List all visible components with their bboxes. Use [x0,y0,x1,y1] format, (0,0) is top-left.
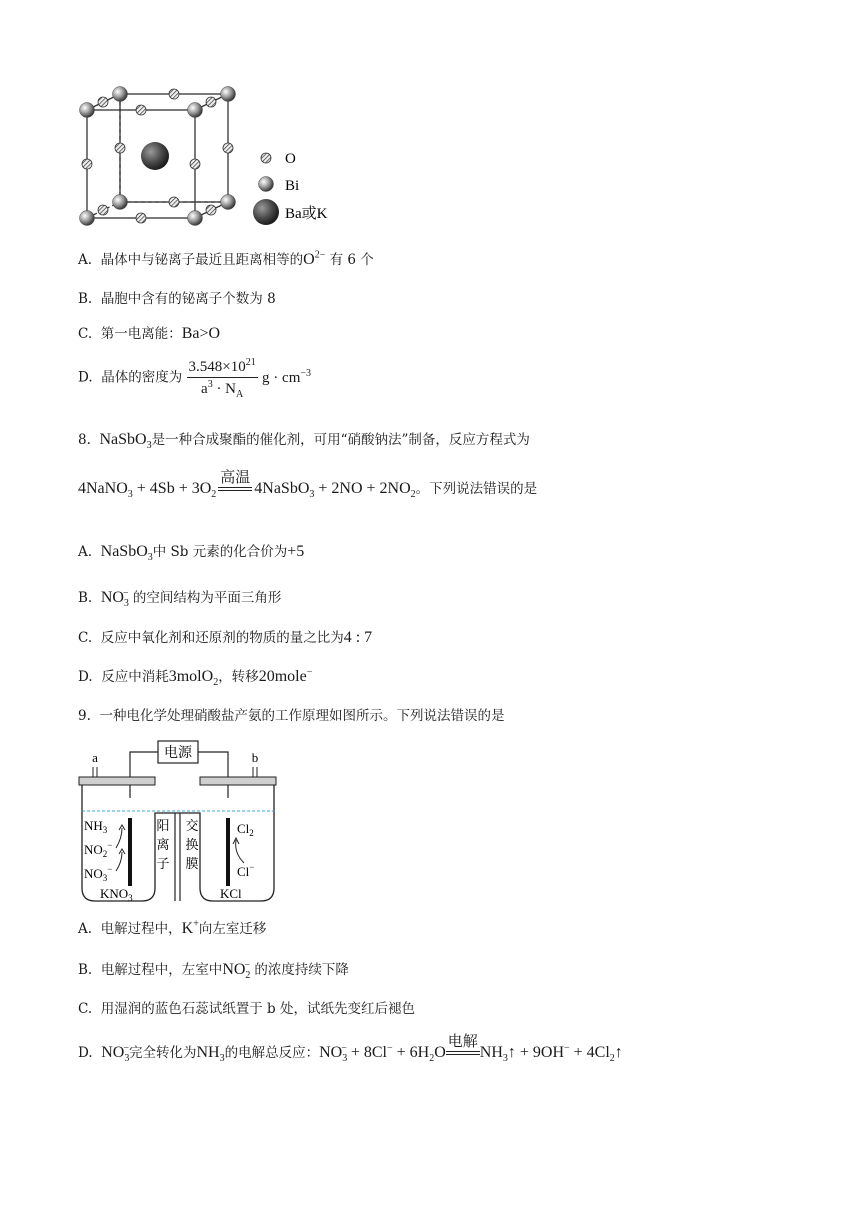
q8-option-a: A. NaSbO$_3$中 Sb 元素的化合价为+5 [78,543,305,564]
terminal-a: a [92,750,98,765]
svg-text:子: 子 [156,856,170,871]
svg-text:NO3−: $NO_3^-$ [84,864,113,883]
svg-text:膜: 膜 [185,856,199,871]
q8-equation: 4NaNO$_3$ + $4Sb + 3O_2$ 高温 4NaSbO$_3$ + $2NO + 2NO_2$。下列说法错误的是 [78,470,538,501]
svg-text:NH3: $NH_3$ [84,818,108,835]
power-label: 电源 [164,746,192,761]
q7-option-c: C. 第一电离能：Ba>O [78,325,221,342]
svg-text:离: 离 [156,837,170,852]
svg-text:NO2−: $NO_2^-$ [84,840,113,859]
svg-text:KCl: KCl [220,886,242,901]
legend-bi: Bi [285,178,300,194]
terminal-b: b [251,750,259,765]
q9-option-c: C. 用湿润的蓝色石蕊试纸置于 b 处，试纸先变红后褪色 [78,1001,415,1017]
svg-text:交: 交 [185,818,199,833]
eq-arrow-high-temp: 高温 [218,470,252,498]
svg-text:阳: 阳 [156,818,170,833]
center-atom [141,142,169,170]
crystal-legend [253,151,328,225]
svg-text:换: 换 [185,837,199,852]
q8-option-c: C. 反应中氧化剂和还原剂的物质的量之比为4 : 7 [78,629,373,646]
electrolysis-cell-figure [70,738,290,908]
q7-option-a: A. 晶体中与铋离子最近且距离相等的$O^{2-}$ 有 6 个 [78,249,374,268]
q8-option-b: B. $NO_3^-$ 的空间结构为平面三角形 [78,587,282,610]
eq-arrow-electrolysis: 电解 [446,1034,480,1062]
cathode [128,818,132,886]
density-fraction: $\frac{3.548\times 10^{21}}{a^3 \cdot N_A}$ [188,357,256,400]
legend-o: O [285,151,296,167]
q9-stem: 9. 一种电化学处理硝酸盐产氨的工作原理如图所示。下列说法错误的是 [78,708,505,724]
q7-option-b: B. 晶胞中含有的铋离子个数为 8 [78,291,276,307]
anode [226,818,230,886]
q8-option-d: D. 反应中消耗3molO$_2$，转移20mole− [78,666,313,689]
q9-option-a: A. 电解过程中，K+向左室迁移 [78,918,267,937]
q9-option-d: D. $NO_3^-$完全转化为$NH_3$的电解总反应：$NO_3^- + 8Cl^- + 6H_2O$ 电解 $NH_3↑ + 9OH^-$ + $4Cl_2↑$ [78,1034,623,1065]
svg-text:Cl2: $Cl_2$ [237,821,254,838]
svg-text:Cl−: Cl− [237,862,255,879]
q8-stem: 8. NaSbO$_3$是一种合成聚酯的催化剂，可用“硝酸钠法”制备，反应方程式为 [78,431,530,452]
q7-option-d: D. 晶体的密度为 $\frac{3.548\times 10^{21}}{a^3 \cdot N_A}$ $g \cdot cm^{-3}$ [78,357,312,400]
legend-ba-k: Ba或K [285,206,328,222]
svg-text:KNO3: $KNO_3$ [100,886,133,903]
q9-option-b: B. 电解过程中，左室中$NO_2^-$ 的浓度持续下降 [78,959,349,982]
crystal-cell-figure [70,82,370,232]
